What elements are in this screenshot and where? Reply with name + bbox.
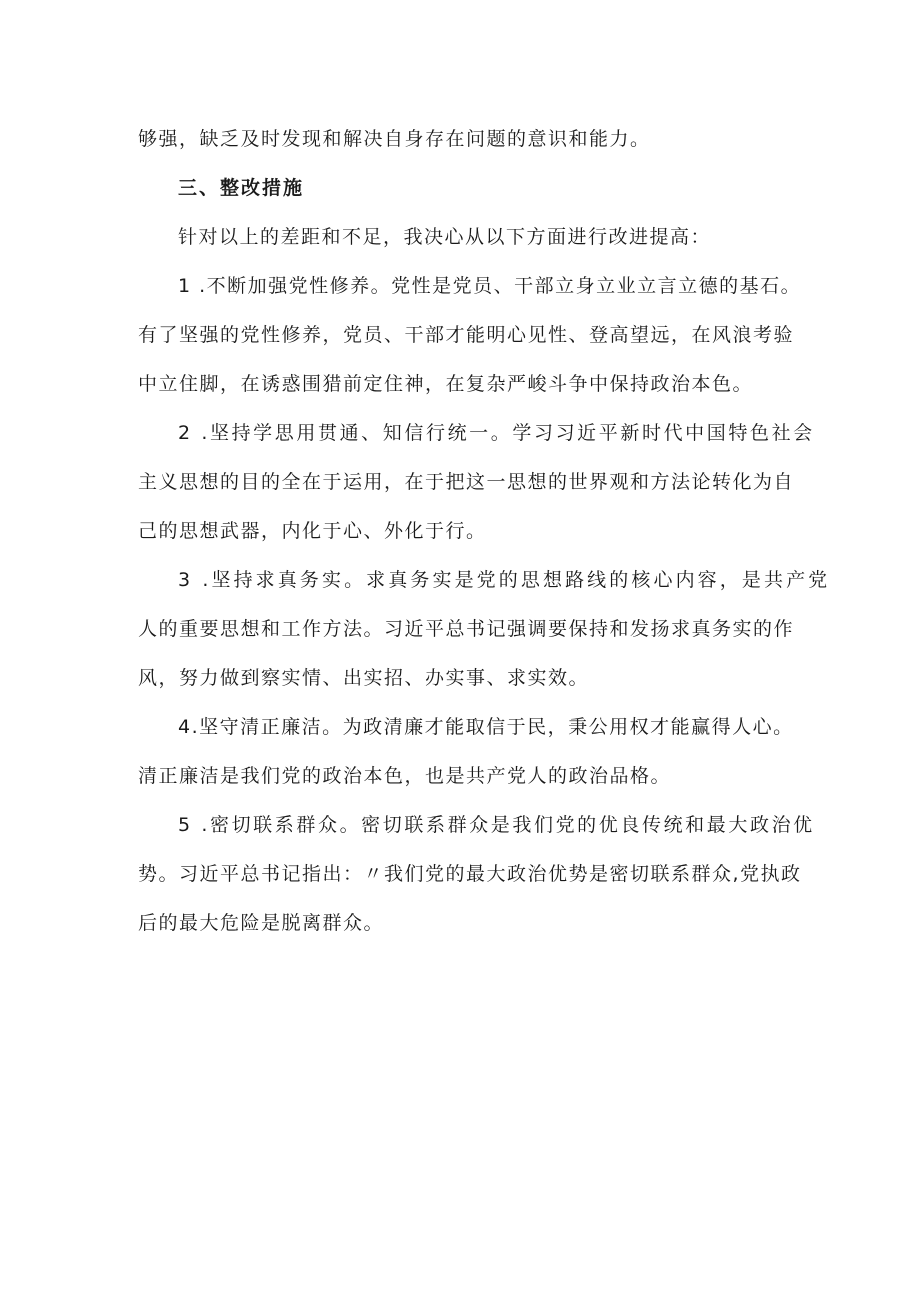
paragraph-continuation-line: 够强，缺乏及时发现和解决自身存在问题的意识和能力。 <box>138 128 651 150</box>
section-heading: 三、整改措施 <box>178 177 305 199</box>
item-3-line-1: 3 .坚持求真务实。求真务实是党的思想路线的核心内容，是共产党 <box>178 569 831 591</box>
item-3-line-3: 风，努力做到察实情、出实招、办实事、求实效。 <box>138 667 590 689</box>
item-5-line-1: 5 .密切联系群众。密切联系群众是我们党的优良传统和最大政治优 <box>178 814 815 836</box>
item-1-line-2: 有了坚强的党性修养，党员、干部才能明心见性、登高望远，在风浪考验 <box>138 324 795 346</box>
item-2-line-3: 己的思想武器，内化于心、外化于行。 <box>138 520 487 542</box>
item-5-line-2: 势。习近平总书记指出：〃我们党的最大政治优势是密切联系群众,党执政 <box>138 863 802 885</box>
item-4-line-1: 4.坚守清正廉洁。为政清廉才能取信于民，秉公用权才能赢得人心。 <box>178 716 794 738</box>
item-3-line-2: 人的重要思想和工作方法。习近平总书记强调要保持和发扬求真务实的作 <box>138 618 795 640</box>
item-4-line-2: 清正廉洁是我们党的政治本色，也是共产党人的政治品格。 <box>138 765 672 787</box>
item-1-line-1: 1 .不断加强党性修养。党性是党员、干部立身立业立言立德的基石。 <box>178 275 802 297</box>
intro-line: 针对以上的差距和不足，我决心从以下方面进行改进提高： <box>178 226 712 248</box>
item-1-line-3: 中立住脚，在诱惑围猎前定住神，在复杂严峻斗争中保持政治本色。 <box>138 373 754 395</box>
item-2-line-1: 2 .坚持学思用贯通、知信行统一。学习习近平新时代中国特色社会 <box>178 422 815 444</box>
item-2-line-2: 主义思想的目的全在于运用，在于把这一思想的世界观和方法论转化为自 <box>138 471 795 493</box>
item-5-line-3: 后的最大危险是脱离群众。 <box>138 912 385 934</box>
